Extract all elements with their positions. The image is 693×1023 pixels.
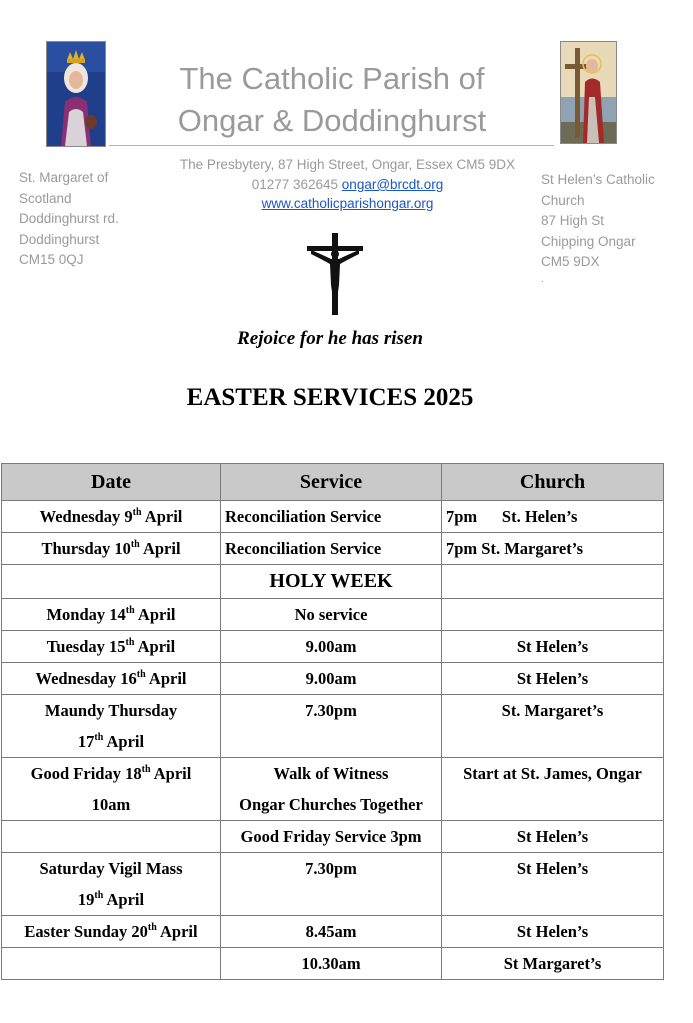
service-cell: 9.00am [221, 663, 442, 695]
service-cell: No service [221, 599, 442, 631]
left-church-line: Scotland [19, 190, 72, 206]
service-cell: 7.30pm [221, 695, 442, 758]
date-line: 10am [91, 795, 131, 814]
church-cell: St Helen’s [442, 916, 664, 948]
left-church-line: Doddinghurst rd. [19, 211, 119, 226]
page-heading: EASTER SERVICES 2025 [186, 384, 474, 411]
date-cell [2, 599, 221, 631]
phone-number: 01277 362645 [251, 177, 339, 192]
church-cell: St Helen’s [442, 631, 664, 663]
website-line [140, 194, 555, 213]
right-church-line: Church [541, 192, 585, 208]
service-cell: HOLY WEEK [221, 565, 442, 599]
left-church-line: St. Margaret of [19, 170, 109, 185]
column-header-church: Church [442, 464, 664, 501]
table-row [2, 631, 664, 663]
title-divider [109, 145, 554, 146]
date-line: 17th April [77, 731, 145, 751]
date-line: Good Friday 18th April [30, 763, 192, 783]
left-church-line: CM15 0QJ [19, 252, 84, 267]
table-row [2, 821, 664, 853]
column-header-service: Service [221, 464, 442, 501]
date-line: Thursday 10th April [41, 538, 181, 558]
church-cell: St Helen’s [442, 853, 664, 916]
crucifix-icon [305, 233, 365, 315]
service-cell: Walk of Witness Ongar Churches Together [221, 758, 442, 821]
table-row [2, 758, 664, 821]
left-church-address [19, 168, 159, 271]
st-helen-portrait [560, 41, 617, 144]
st-margaret-portrait [46, 41, 106, 147]
date-line: Tuesday 15th April [46, 636, 176, 656]
table-row [2, 663, 664, 695]
date-cell [2, 821, 221, 853]
parish-title-line2: Ongar & Doddinghurst [177, 103, 487, 138]
table-row [2, 599, 664, 631]
date-line: Monday 14th April [46, 604, 176, 624]
church-cell: St Margaret’s [442, 948, 664, 980]
date-cell [2, 853, 221, 916]
table-row [2, 948, 664, 980]
contact-line [140, 175, 555, 194]
right-church-line: CM5 9DX [541, 254, 600, 269]
email-link[interactable]: ongar@brcdt.org [341, 177, 444, 192]
right-church-line: 87 High St [541, 213, 605, 228]
parish-title-line1: The Catholic Parish of [179, 61, 485, 96]
easter-services-table [1, 463, 664, 980]
right-church-line: Chipping Ongar [541, 233, 636, 249]
presbytery-address: The Presbytery, 87 High Street, Ongar, Essex CM5 9DX [179, 157, 516, 172]
tagline: Rejoice for he has risen [237, 328, 423, 349]
table-row [2, 533, 664, 565]
date-cell [2, 533, 221, 565]
column-header-date: Date [2, 464, 221, 501]
right-church-line: St Helen’s Catholic [541, 172, 655, 187]
date-line: Wednesday 9th April [39, 506, 183, 526]
date-line: Saturday Vigil Mass [39, 859, 183, 878]
service-cell: 7.30pm [221, 853, 442, 916]
service-cell: Good Friday Service 3pm [221, 821, 442, 853]
service-cell: 9.00am [221, 631, 442, 663]
date-cell [2, 948, 221, 980]
service-cell: 10.30am [221, 948, 442, 980]
date-line: Wednesday 16th April [35, 668, 187, 688]
table-header-row [2, 464, 664, 501]
church-cell: St Helen’s [442, 663, 664, 695]
date-cell [2, 916, 221, 948]
date-line: Easter Sunday 20th April [24, 921, 198, 941]
date-cell [2, 565, 221, 599]
table-row [2, 853, 664, 916]
table-row [2, 695, 664, 758]
table-row [2, 916, 664, 948]
date-cell [2, 631, 221, 663]
service-cell: 8.45am [221, 916, 442, 948]
date-cell [2, 695, 221, 758]
right-church-line: . [541, 273, 544, 285]
church-cell: Start at St. James, Ongar [442, 758, 664, 821]
church-cell [442, 565, 664, 599]
date-line: 19th April [77, 889, 145, 909]
right-church-address [541, 170, 691, 287]
date-cell [2, 758, 221, 821]
church-cell [442, 599, 664, 631]
church-cell: 7pm St. Margaret’s [442, 533, 664, 565]
date-line: Maundy Thursday [44, 701, 178, 720]
church-cell: St. Margaret’s [442, 695, 664, 758]
website-link[interactable]: www.catholicparishongar.org [261, 196, 434, 211]
church-cell: St Helen’s [442, 821, 664, 853]
service-cell: Reconciliation Service [221, 533, 442, 565]
date-cell [2, 663, 221, 695]
service-cell: Reconciliation Service [221, 501, 442, 533]
table-row [2, 565, 664, 599]
table-row [2, 501, 664, 533]
date-cell [2, 501, 221, 533]
left-church-line: Doddinghurst [19, 231, 100, 247]
church-cell: 7pm St. Helen’s [442, 501, 664, 533]
